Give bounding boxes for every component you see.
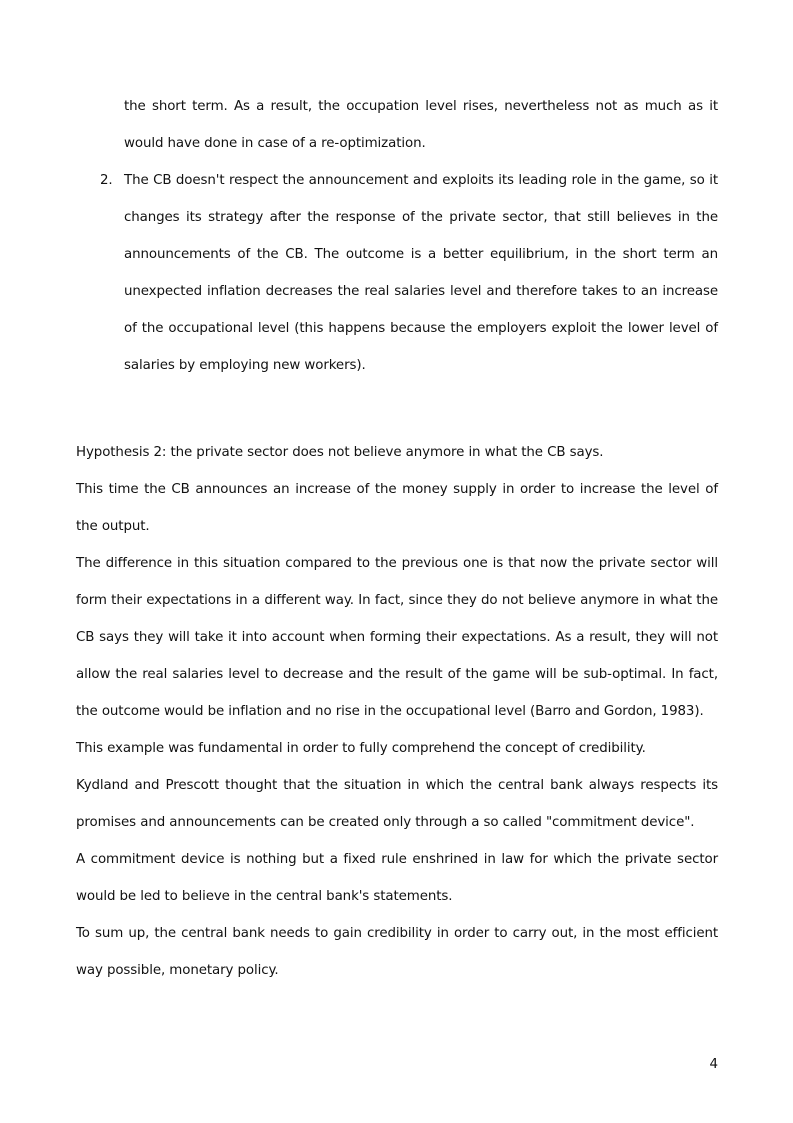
body-paragraph: Kydland and Prescott thought that the situation in which the central bank always respects its promises and announcements can be created only through a so called "commitment device". — [76, 778, 718, 830]
list-item-number: 2. — [100, 173, 113, 188]
body-paragraph: To sum up, the central bank needs to gain credibility in order to carry out, in the most efficient way possible, monetary policy. — [76, 926, 718, 978]
body-paragraph: This example was fundamental in order to fully comprehend the concept of credibility. — [76, 741, 646, 756]
list-item-continuation — [76, 88, 718, 162]
list-item-text: The CB doesn't respect the announcement and exploits its leading role in the game, so it changes its strategy after the response of the private sector, that still believes in the announcements of the CB. The outcome is a better equilibrium, in the short term an unexpected inflation decreases the real salaries level and therefore takes to an increase of the occupational level (this happens because the employers exploit the lower level of salaries by employing new workers). — [124, 173, 718, 373]
numbered-list — [76, 88, 718, 384]
list-item-continuation-text: the short term. As a result, the occupation level rises, nevertheless not as much as it would have done in case of a re-optimization. — [124, 99, 718, 151]
page-number: 4 — [709, 1057, 718, 1072]
hypothesis-heading: Hypothesis 2: the private sector does not believe anymore in what the CB says. — [76, 445, 604, 460]
list-item-2 — [76, 162, 718, 384]
section-spacer — [76, 384, 718, 434]
body-paragraph: The difference in this situation compared to the previous one is that now the private sector will form their expectations in a different way. In fact, since they do not believe anymore in what the CB says they will take it into account when forming their expectations. As a result, they will not allow the real salaries level to decrease and the result of the game will be sub-optimal. In fact, the outcome would be inflation and no rise in the occupational level (Barro and Gordon, 1983). — [76, 556, 718, 719]
body-paragraph: This time the CB announces an increase of the money supply in order to increase the level of the output. — [76, 482, 718, 534]
page-content — [76, 88, 718, 989]
body-paragraph: A commitment device is nothing but a fixed rule enshrined in law for which the private sector would be led to believe in the central bank's statements. — [76, 852, 718, 904]
